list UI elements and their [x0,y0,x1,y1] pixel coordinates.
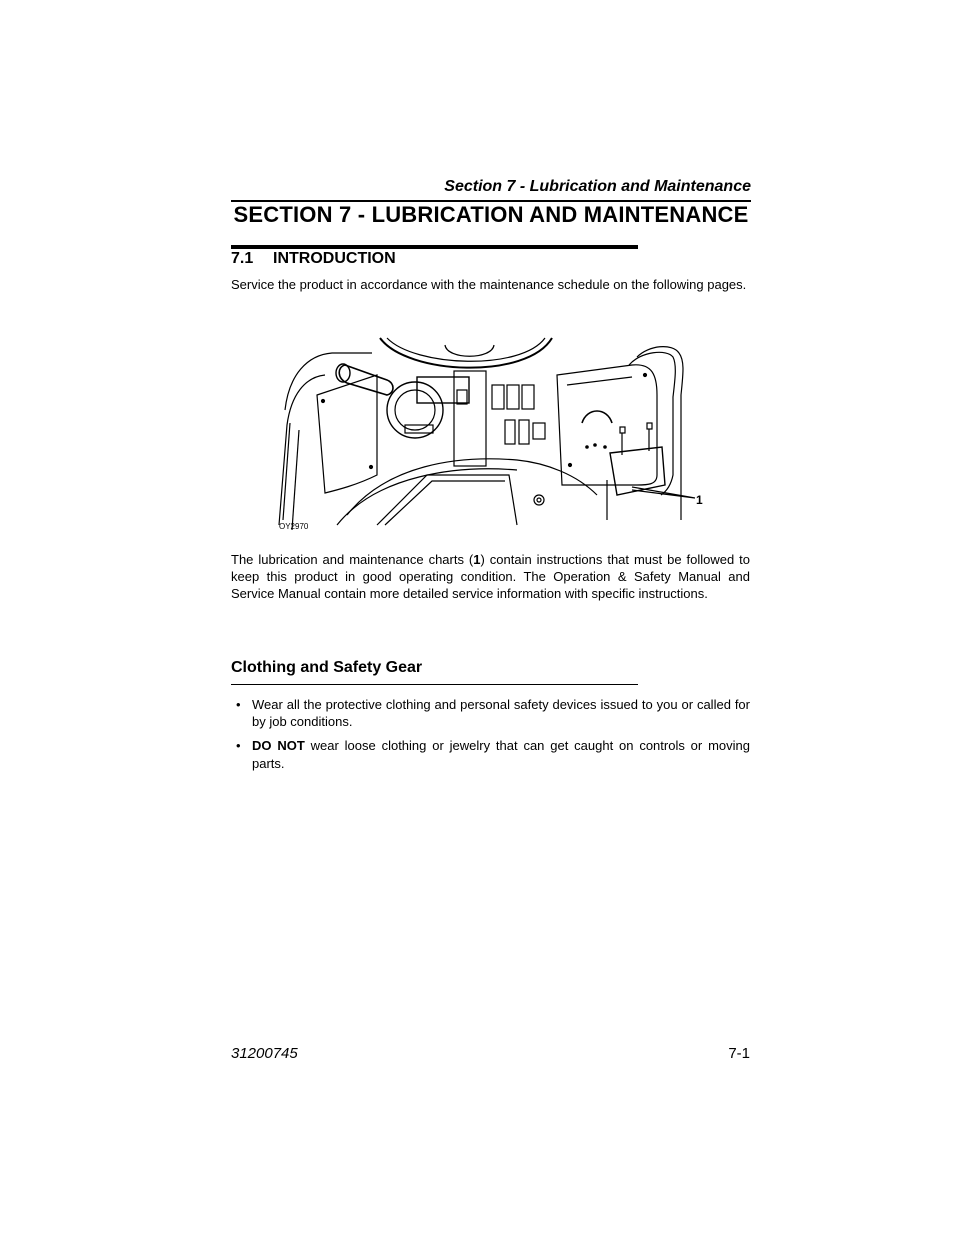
running-header: Section 7 - Lubrication and Maintenance [444,178,751,195]
list-item [231,696,750,730]
steering-column [454,371,486,466]
intro-heading-title: INTRODUCTION [273,250,396,267]
safety-bullet-list [231,696,750,779]
section-rule [231,245,638,249]
charts-paragraph [231,551,750,603]
safety-rule [231,684,638,685]
cab-dashboard-illustration [277,335,707,535]
intro-heading [231,250,396,268]
intro-paragraph: Service the product in accordance with the maintenance schedule on the following pages. [231,277,747,292]
bolt [534,495,544,505]
right-dash-panel [557,365,657,485]
bullet-emphasis: DO NOT [252,738,305,754]
bullet-text: wear loose clothing or jewelry that can get caught on controls or moving parts. [252,738,750,771]
charts-callout-ref: 1 [473,552,481,567]
callout-leader [632,487,695,498]
bullet-glyph: • [236,697,241,712]
figure-code: OY2970 [279,522,309,531]
page-number: 7-1 [728,1045,750,1062]
switch-panel [492,385,545,444]
safety-heading: Clothing and Safety Gear [231,659,423,676]
figure-callout: 1 [696,493,703,507]
doc-number: 31200745 [231,1045,298,1062]
intro-heading-number: 7.1 [231,250,254,267]
left-dash-panel [317,375,377,493]
charts-paragraph-start: The lubrication and maintenance charts ( [231,552,474,567]
bullet-glyph: • [236,738,241,754]
bullet-text: Wear all the protective clothing and personal safety devices issued to you or called for by job conditions. [252,697,750,730]
section-title: SECTION 7 - LUBRICATION AND MAINTENANCE [233,202,749,227]
charts-paragraph-end: ) contain instructions that must be followed to keep this product in good operating condition. The Operation & Safety Manual and Service Manual contain more detailed service information with specific instructions. [231,552,750,602]
steering-wheel [380,338,552,368]
list-item [231,737,750,771]
